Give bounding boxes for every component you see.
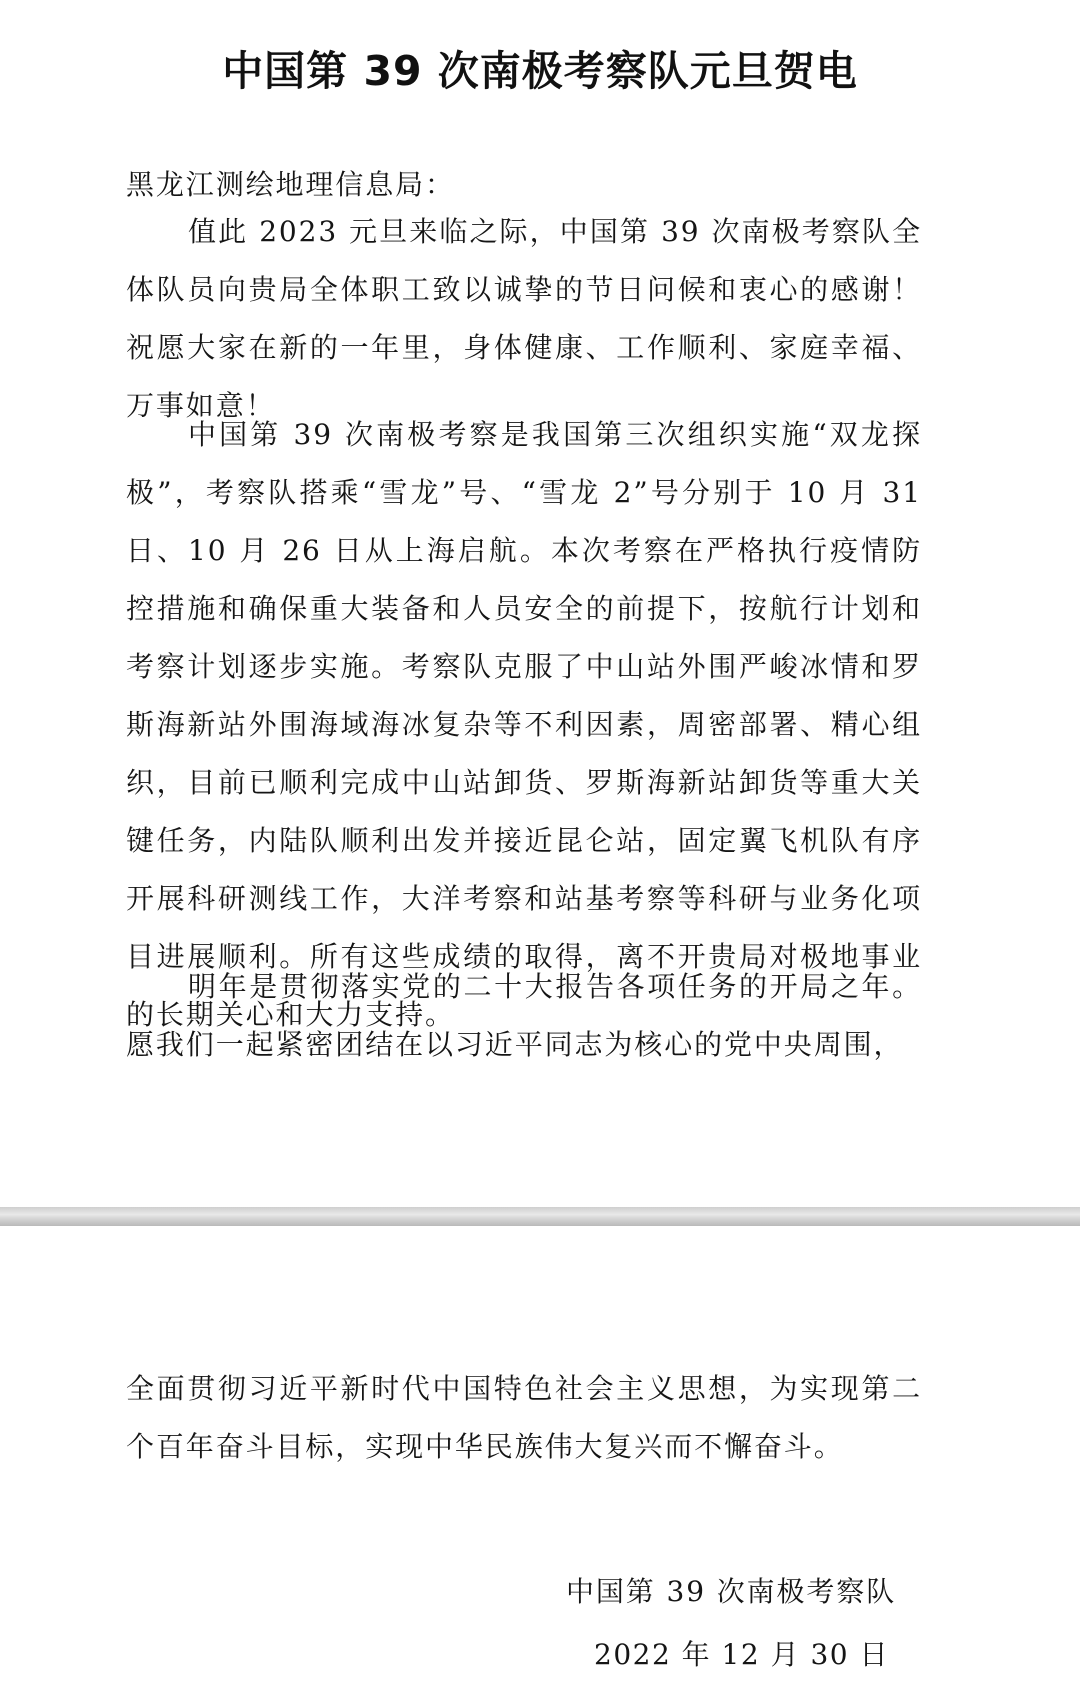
signature-organization: 中国第 39 次南极考察队 (566, 1575, 897, 1608)
letter-salutation: 黑龙江测绘地理信息局： (126, 168, 455, 201)
letter-paragraph: 明年是贯彻落实党的二十大报告各项任务的开局之年。愿我们一起紧密团结在以习近平同志为核心的党中央周围， (126, 970, 922, 1061)
letter-paragraph: 值此 2023 元旦来临之际，中国第 39 次南极考察队全体队员向贵局全体职工致以诚挚的节日问候和衷心的感谢！祝愿大家在新的一年里，身体健康、工作顺利、家庭幸福、万事如意！ (126, 215, 922, 422)
letter-title: 中国第 39 次南极考察队元旦贺电 (222, 47, 858, 95)
signature-date: 2022 年 12 月 30 日 (594, 1638, 890, 1671)
letter-paragraph: 全面贯彻习近平新时代中国特色社会主义思想，为实现第二个百年奋斗目标，实现中华民族伟大复兴而不懈奋斗。 (126, 1372, 922, 1463)
page-divider (0, 1207, 1080, 1226)
letter-paragraph: 中国第 39 次南极考察是我国第三次组织实施“双龙探极”，考察队搭乘“雪龙”号、“雪龙 2”号分别于 10 月 31 日、10 月 26 日从上海启航。本次考察在严格执行疫情防控措施和确保重大装备和人员安全的前提下，按航行计划和考察计划逐步实施。考察队克服了中山站外围严峻冰情和罗斯海新站外围海域海冰复杂等不利因素，周密部署、精心组织，目前已顺利完成中山站卸货、罗斯海新站卸货等重大关键任务，内陆队顺利出发并接近昆仑站，固定翼飞机队有序开展科研测线工作，大洋考察和站基考察等科研与业务化项目进展顺利。所有这些成绩的取得，离不开贵局对极地事业的长期关心和大力支持。 (126, 418, 922, 1031)
